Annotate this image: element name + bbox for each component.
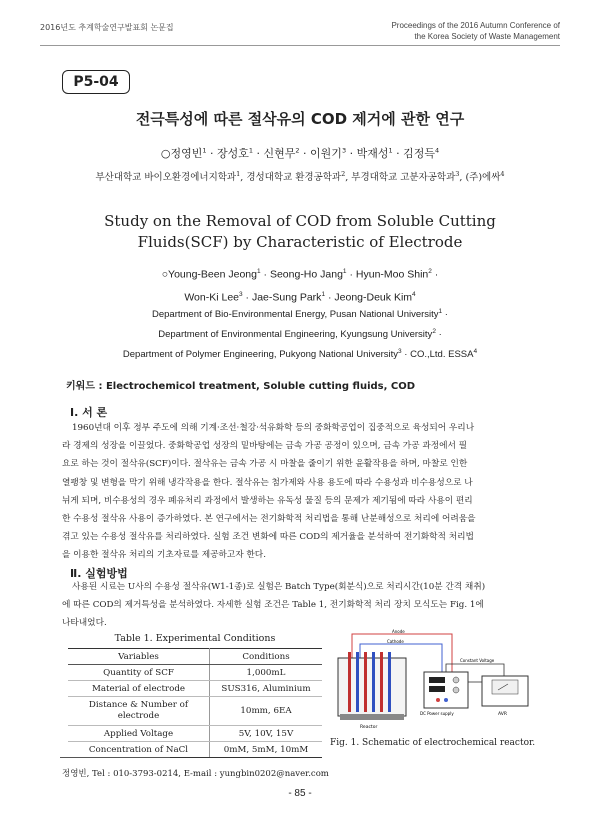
header-divider	[40, 45, 560, 46]
constant-voltage-label: Constant Voltage	[460, 658, 495, 663]
table-header-row: Variables Conditions	[68, 649, 322, 665]
anode-label: Anode	[392, 629, 405, 634]
table-row: Quantity of SCF 1,000mL	[68, 665, 322, 681]
section-1-body: 1960년대 이후 정부 주도에 의해 기계·조선·철강·석유화학 등의 중화학공업이 집중적으로 육성되어 우리나 라 경제의 성장을 이끌었다. 중화학공업 성장의 밑바탕에는 금속 가공 공정이 있으며, 금속 가공 과정에서 필 요로 하는 것이 절삭유(SCF)이다. 절삭유는 금속 가공 시 마찰을 줄이기 위한 윤활작용을 하며, 마찰로 인한 열팽창 및 변형을 막기 위해 냉각작용을 한다. 절삭유는 첨가제와 사용 용도에 따라 수용성과 비수용성으로 나 뉘게 되며, 비수용성의 경우 폐유처리 과정에서 발생하는 유독성 물질 등의 문제가 제기됨에 따라 사용이 편리 한 수용성 절삭유 사용이 증가하였다. 본 연구에서는 전기화학적 처리법을 통해 난분해성으로 처리에 어려움을 겪고 있는 수용성 절삭유를 처리하였다. 실험 조건 변화에 따른 COD의 제거율을 분석하여 전기화학적 처리법 을 이용한 절삭유 처리의 기초자료를 제공하고자 한다.	[62, 423, 476, 561]
proceedings-header-english	[391, 20, 560, 42]
avr-label: AVR	[498, 712, 507, 717]
keywords: 키워드 : Electrochemicol treatment, Soluble cutting fluids, COD	[66, 381, 416, 392]
proceedings-header-korean: 2016년도 추계학술연구발표회 논문집	[40, 23, 174, 32]
header-right-line1: Proceedings of the 2016 Autumn Conference of	[391, 21, 560, 30]
stirrer-base	[340, 714, 404, 720]
ko-author: 박재성	[356, 147, 389, 160]
table-row: Concentration of NaCl 0mM, 5mM, 10mM	[68, 742, 322, 758]
reactor-label: Reactor	[360, 725, 378, 730]
korean-title: 전극특성에 따른 절삭유의 COD 제거에 관한 연구	[135, 110, 465, 128]
power-supply-label: DC Power supply	[420, 711, 454, 716]
english-title-line1: Study on the Removal of COD from Soluble Cutting	[104, 212, 496, 230]
section-1-title: Ⅰ. 서 론	[70, 406, 108, 419]
page-number: - 85 -	[288, 788, 312, 799]
korean-authors: ○정영빈$^1$ · 장성호$^1$ · 신현무$^2$ · 이원기$^3$ · 박재성$^1$ · 김정득$^4$	[160, 146, 440, 160]
table-row: Material of electrode SUS316, Aluminium	[68, 681, 322, 697]
footnote-divider	[60, 757, 170, 758]
corresponding-author-footnote: 정영빈, Tel : 010-3793-0214, E-mail : yungbin0202@naver.com	[62, 769, 329, 779]
paper-id-badge: P5-04	[62, 70, 130, 94]
korean-affiliations: 부산대학교 바이오환경에너지학과$^1$, 경성대학교 환경공학과$^2$, 부경대학교 고분자공학과$^3$, (주)에싸$^4$	[95, 169, 505, 183]
ko-author: 김정득	[403, 147, 435, 160]
ko-author: 신현무	[263, 147, 296, 160]
figure-1-caption: Fig. 1. Schematic of electrochemical reactor.	[330, 738, 536, 748]
section-2-title: Ⅱ. 실험방법	[70, 567, 128, 580]
cathode-label: Cathode	[387, 639, 404, 644]
ko-author: 장성호	[216, 147, 249, 160]
table-row: Distance & Number of electrode 10mm, 6EA	[68, 697, 322, 726]
section-2-body: 사용된 시료는 U사의 수용성 절삭유(W1-1종)로 실험은 Batch Type(회분식)으로 처리시간(10분 간격 채취) 에 따른 COD의 제거특성을 분석하였다. 자세한 실험 조건은 Table 1, 전기화학적 처리 장치 모식도는 Fig. 1에 나타내었다.	[62, 582, 486, 629]
electrochemical-reactor-schematic	[332, 628, 538, 732]
experimental-conditions-table	[68, 648, 322, 758]
ko-author: ○정영빈	[160, 147, 203, 160]
english-authors: ○Young-Been Jeong$^1$ · Seong-Ho Jang$^1$ · Hyun-Moo Shin$^2$ · Won-Ki Lee$^3$ · Jae-Sung Park$^1$ · Jeong-Deuk Kim$^4$	[161, 268, 439, 303]
table-1-caption: Table 1. Experimental Conditions	[114, 633, 276, 644]
english-affiliations: Department of Bio-Environmental Energy, Pusan National University$^1$ · Department of Environmental Engineering, Kyungsung University$^2$ · Department of Polymer Engineering, Pukyong National University$^3$ · CO.,Ltd. ESSA$^4$	[122, 308, 478, 361]
english-title-line2: Fluids(SCF) by Characteristic of Electrode	[137, 233, 463, 251]
table-row: Applied Voltage 5V, 10V, 15V	[68, 726, 322, 742]
english-title	[0, 211, 600, 253]
ko-author: 이원기	[310, 147, 342, 160]
header-right-line2: the Korea Society of Waste Management	[414, 32, 560, 41]
